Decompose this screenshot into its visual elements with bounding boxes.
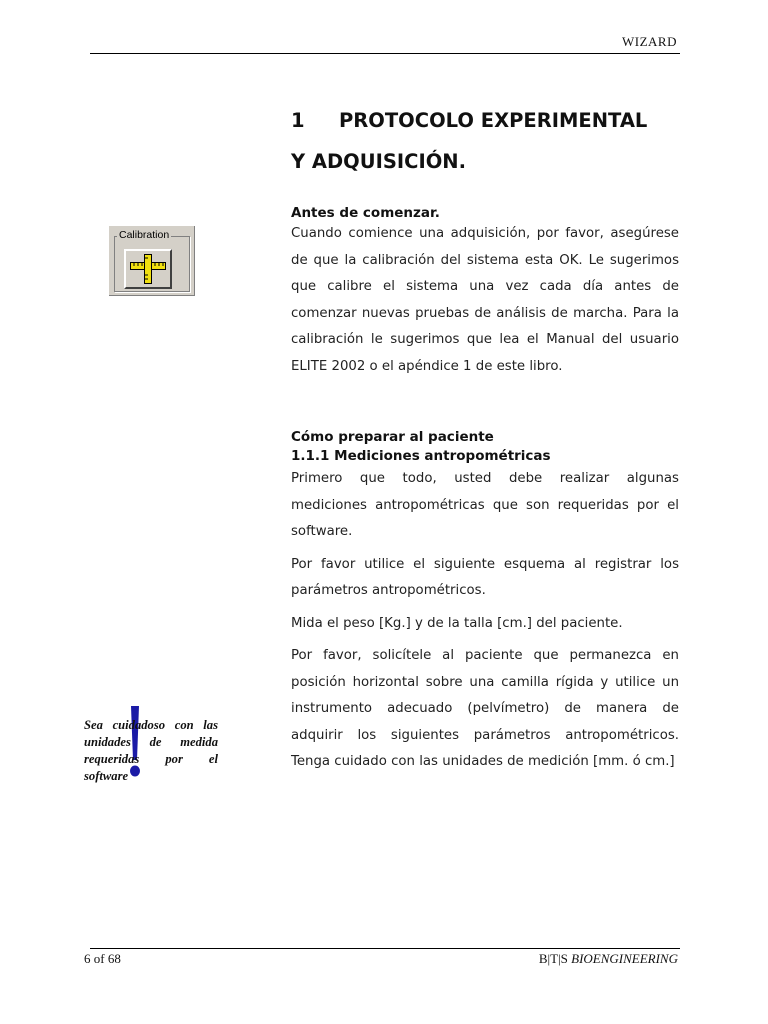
margin-note: Sea cuidadoso con las unidades de medida requeridas por el software <box>84 718 218 783</box>
section-title-patient: Cómo preparar al paciente <box>291 429 494 445</box>
chapter-title-line1: PROTOCOLO EXPERIMENTAL <box>339 109 648 132</box>
company-name: BIOENGINEERING <box>571 951 678 966</box>
paragraph-1: Primero que todo, usted debe realizar algunas mediciones antropométricas que son requeridas por el software. <box>291 471 679 539</box>
footer-rule <box>90 948 680 949</box>
page-number: 6 of 68 <box>84 951 121 966</box>
section-title-before: Antes de comenzar. <box>291 205 440 221</box>
calibration-button[interactable] <box>124 249 172 289</box>
subsection-title-anthropometric: 1.1.1 Mediciones antropométricas <box>291 448 551 464</box>
chapter-title-line2: Y ADQUISICIÓN. <box>291 150 467 173</box>
paragraph-4: Por favor, solicítele al paciente que permanezca en posición horizontal sobre una camilla rígida y utilice un instrumento adecuado (pelvímetro) de manera de adquirir los siguientes parámetros antropométricos. Tenga cuidado con las unidades de medición [mm. ó cm.] <box>291 648 679 769</box>
paragraph-2: Por favor utilice el siguiente esquema al registrar los parámetros antropométricos. <box>291 556 679 598</box>
company-footer <box>539 951 678 967</box>
calibration-label: Calibration <box>119 229 170 241</box>
paragraph-3: Mida el peso [Kg.] y de la talla [cm.] del paciente. <box>291 615 623 631</box>
main-content <box>291 204 679 776</box>
paragraph-before: Cuando comience una adquisición, por favor, asegúrese de que la calibración del sistema esta OK. Le sugerimos que calibre el sistema una vez cada día antes de comenzar nuevas pruebas de análisis de marcha. Para la calibración le sugerimos que lea el Manual del usuario ELITE 2002 o el apéndice 1 de este libro. <box>291 226 679 374</box>
running-header: WIZARD <box>622 34 677 49</box>
header-rule <box>90 53 680 54</box>
ruler-cross-icon <box>128 253 168 285</box>
chapter-heading <box>291 100 691 182</box>
calibration-widget <box>109 226 195 296</box>
chapter-number: 1 <box>291 109 305 132</box>
company-prefix: B|T|S <box>538 951 572 966</box>
